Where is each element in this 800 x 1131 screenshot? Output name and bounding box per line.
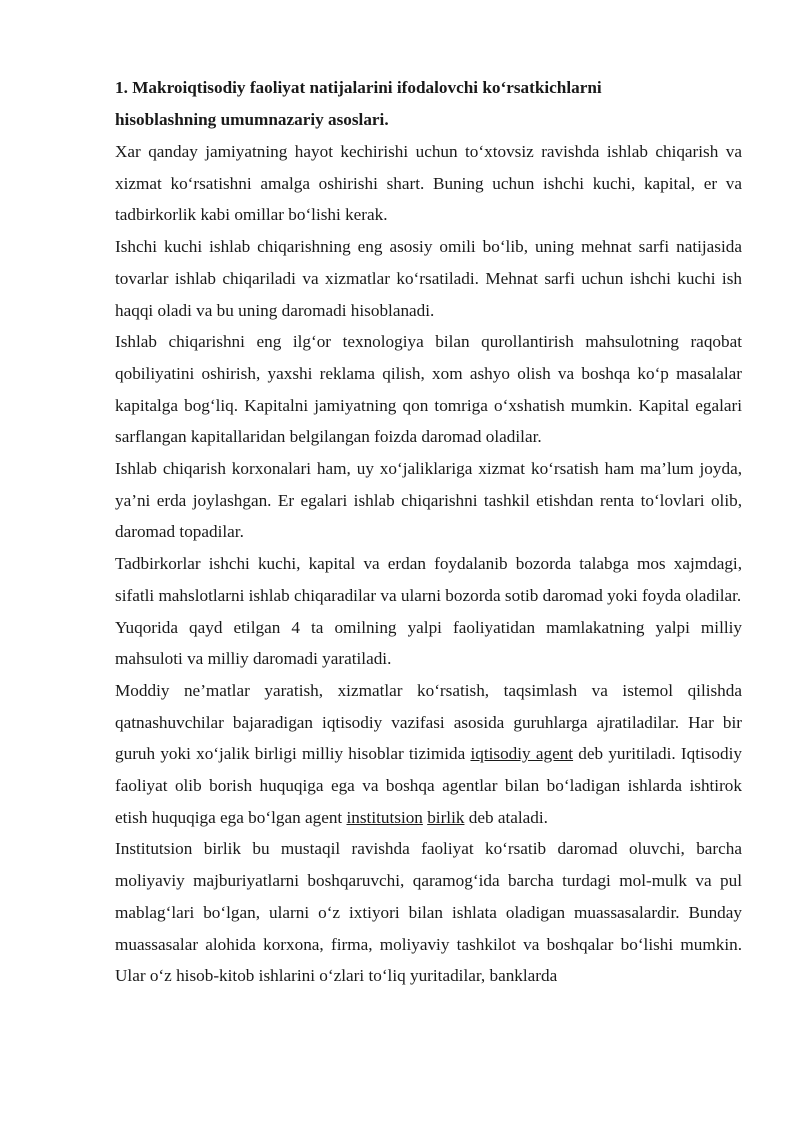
paragraph-7-text-1: Moddiy ne’matlar yaratish, xizmatlar ko‘rsatish, taqsimlash va istemol qilishda qatnashuvchilar bajaradigan iqtisodiy vazifasi asosida guruhlarga ajratiladilar. Har bir guruh yoki xo‘jalik birligi milliy hisoblar tizimida (115, 680, 742, 764)
paragraph-2: Ishchi kuchi ishlab chiqarishning eng asosiy omili bo‘lib, uning mehnat sarfi natijasida tovarlar ishlab chiqariladi va xizmatlar ko‘rsatiladi. Mehnat sarfi uchun ishchi kuchi ish haqqi oladi va bu uning daromadi hisoblanadi. (115, 237, 742, 320)
paragraph-7 (115, 675, 742, 834)
heading-line-1: 1. Makroiqtisodiy faoliyat natijalarini ifodalovchi ko‘rsatkichlarni (115, 78, 602, 97)
paragraph-1: Xar qanday jamiyatning hayot kechirishi uchun to‘xtovsiz ravishda ishlab chiqarish va xizmat ko‘rsatishni amalga oshirishi shart. Buning uchun ishchi kuchi, kapital, er va tadbirkorlik kabi omillar bo‘lishi kerak. (115, 142, 742, 225)
paragraph-7-text-2: deb yuritiladi. Iqtisodiy faoliyat olib borish huquqiga ega va boshqa agentlar bilan bo‘ladigan ishlarda ishtirok etish huquqiga ega bo‘lgan agent (115, 744, 742, 827)
paragraph-5: Tadbirkorlar ishchi kuchi, kapital va erdan foydalanib bozorda talabga mos xajmdagi, sifatli mahslotlarni ishlab chiqaradilar va ularni bozorda sotib daromad yoki foyda oladilar. (115, 554, 742, 605)
term-institutsion: institutsion (346, 807, 423, 827)
paragraph-7-text-3: deb ataladi. (464, 807, 548, 827)
paragraph-6: Yuqorida qayd etilgan 4 ta omilning yalpi faoliyatidan mamlakatning yalpi milliy mahsuloti va milliy daromadi yaratiladi. (115, 617, 742, 669)
section-heading (115, 72, 742, 136)
term-iqtisodiy-agent: iqtisodiy agent (470, 744, 574, 764)
paragraph-4: Ishlab chiqarish korxonalari ham, uy xo‘jaliklariga xizmat ko‘rsatish ham ma’lum joyda, ya’ni erda joylashgan. Er egalari ishlab chiqarishni tashkil etishdan renta to‘lovlari olib, daromad topadilar. (115, 459, 742, 542)
paragraph-8: Institutsion birlik bu mustaqil ravishda faoliyat ko‘rsatib daromad oluvchi, barcha moliyaviy majburiyatlarni boshqaruvchi, qaramog‘ida barcha turdagi mol-mulk va pul mablag‘lari bo‘lgan, ularni o‘z ixtiyori bilan ishlata oladigan muassasalardir. Bunday muassasalar alohida korxona, firma, moliyaviy tashkilot va boshqalar bo‘lishi mumkin. Ular o‘z hisob-kitob ishlarini o‘zlari to‘liq yuritadilar, banklarda (115, 839, 742, 986)
paragraph-3: Ishlab chiqarishni eng ilg‘or texnologiya bilan qurollantirish mahsulotning raqobat qobiliyatini oshirish, yaxshi reklama qilish, xom ashyo olish va boshqa ko‘p masalalar kapitalga bog‘liq. Kapitalni jamiyatning qon tomriga o‘xshatish mumkin. Kapital egalari sarflangan kapitallaridan belgilangan foizda daromad oladilar. (115, 332, 742, 447)
term-birlik: birlik (427, 807, 465, 827)
heading-line-2: hisoblashning umumnazariy asoslari. (115, 110, 389, 129)
